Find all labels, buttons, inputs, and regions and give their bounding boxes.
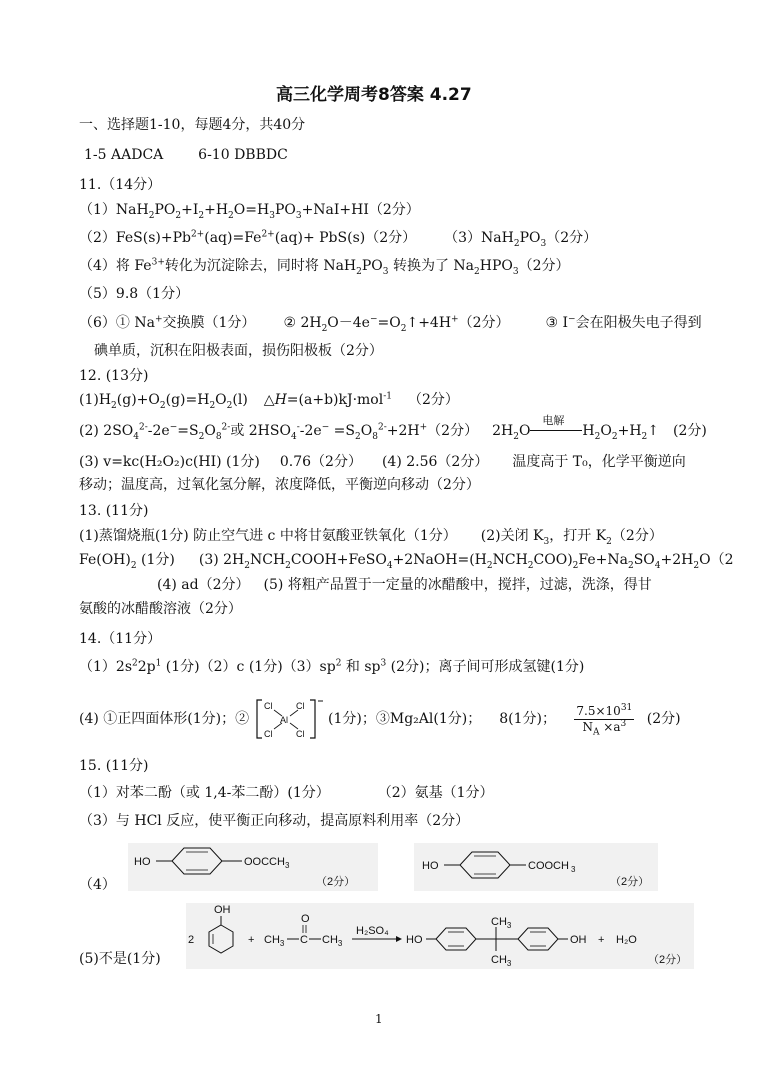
cl-label: Cl — [263, 729, 273, 739]
section-heading: 一、选择题1-10，每题4分，共40分 — [79, 117, 306, 133]
q11-part5: （5）9.8（1分） — [79, 286, 190, 302]
svg-text:CH3: $CH_3$ — [491, 954, 512, 968]
cl-label: Cl — [295, 701, 305, 711]
alcl4-structure — [254, 697, 324, 741]
svg-text:+: + — [248, 934, 255, 946]
q11-part4: （4）将 $Fe^{3+}$转化为沉淀除去，同时将 $NaH_2PO_3$ 转换为了 $Na_2HPO_3(2$分） — [79, 257, 570, 277]
mcq-answers — [84, 146, 288, 164]
q11-heading: 11.（14分） — [79, 177, 162, 193]
svg-text:H₂O: H₂O — [616, 934, 637, 946]
q13-part2: $Fe(OH)_2$ (1分) (3) $2H_2NCH_2COOH+FeSO_4+2NaOH=(H_2NCH_2COO)_2Fe+Na_2SO_4+2H_2O(2$ — [79, 552, 734, 571]
svg-text:CH3: $CH_3$ — [491, 916, 512, 930]
cl-label: Cl — [295, 729, 305, 739]
svg-text:3: 3 — [571, 865, 576, 874]
svg-text:CH3: $CH_3$ — [264, 934, 285, 948]
svg-text:+: + — [598, 934, 605, 946]
page-title: 高三化学周考8答案 4.27 — [276, 85, 472, 105]
q14-part4: (4) ①正四面体形(1分)；② Cl Cl Al Cl Cl (1分)；③Mg₂Al(1分)； 8(1分)； $\frac{7.5\times 10^{31}}{N_A \times a^3}$ (2分) — [79, 697, 681, 741]
score: （2分） — [648, 954, 688, 966]
q15-heading: 15. (11分) — [79, 758, 149, 774]
structure-acetoxyphenol — [128, 843, 378, 891]
reaction-bisphenol-a — [186, 903, 694, 969]
density-fraction: $\frac{7.5\times 10^{31}}{N_A \times a^3}$ — [576, 702, 633, 737]
svg-text:CH3: $CH_3$ — [322, 934, 343, 948]
q12-part1: $(1)H_2(g)+O_2(g)=H_2O_2(l)$ △H=(a+b)kJ·mol$^{-1}$ （2分） — [79, 391, 459, 411]
q11-part2-3: $(2)FeS(s)+Pb^{2+}(aq)=Fe^{2+}(aq)+ PbS(s)(2$分） $(3)NaH_2PO_3(2$分） — [79, 229, 598, 249]
q15-part5-label: (5)不是(1分) — [79, 951, 161, 967]
q13-part4-5: (4) ad（2分） (5) 将粗产品置于一定量的冰醋酸中，搅拌，过滤，洗涤，得甘 — [157, 577, 652, 593]
svg-text:HO: HO — [422, 860, 439, 872]
cl-label: Cl — [263, 701, 273, 711]
svg-text:H₂SO₄: H₂SO₄ — [356, 925, 389, 937]
svg-text:O: O — [301, 913, 310, 925]
q13-heading: 13. (11分) — [79, 503, 149, 519]
svg-text:OH: OH — [570, 934, 587, 946]
q11-part1: $(1)NaH_2PO_2+I_2+H_2O=H_3PO_3+NaI+HI(2$分） — [79, 202, 420, 221]
q12-part3: (3) v=kc(H₂O₂)c(HI) (1分) 0.76（2分） (4) 2.56（2分） 温度高于 T₀，化学平衡逆向 — [79, 454, 686, 470]
svg-text:OOCCH: OOCCH — [244, 856, 285, 868]
q13-part1: (1)蒸馏烧瓶(1分) 防止空气进 c 中将甘氨酸亚铁氧化（1分） (2)关闭 $K_3$，打开 $K_2(2$分） — [79, 528, 663, 547]
structure-methyl-hydroxybenzoate — [414, 843, 658, 891]
q14-heading: 14.（11分） — [79, 631, 162, 647]
answers-6-10: 6-10 DBBDC — [198, 147, 288, 163]
electrolysis-label: 电解 — [542, 414, 565, 427]
score: （2分） — [316, 876, 356, 888]
svg-text:COOCH: COOCH — [528, 860, 569, 872]
q12-part2: (2) $2SO_4^{2-}-2e^-=S_2O_8^{2-}$或 $2HSO_4^--2e^- =S_2O_8^{2-}+2H^+(2$分） $2H_2O$ 电解 $H_2O_2+H_2↑$ (2分) — [79, 414, 707, 442]
svg-text:HO: HO — [406, 934, 423, 946]
answers-1-5: 1-5 AADCA — [84, 147, 164, 163]
q11-part6: （6）① Na+交换膜（1分） ② $2H_2O-4e^-=O_2↑+4H^+(2$分） ③ I−会在阳极失电子得到 — [79, 314, 702, 334]
svg-text:HO: HO — [134, 856, 151, 868]
svg-text:C: C — [300, 934, 308, 946]
q12-part3-cont: 移动；温度高，过氧化氢分解，浓度降低，平衡逆向移动（2分） — [79, 477, 480, 493]
svg-text:2: 2 — [188, 934, 195, 946]
al-label: Al — [279, 715, 288, 725]
q15-part4-label: （4） — [79, 877, 116, 893]
page-number: 1 — [375, 1012, 383, 1026]
score: （2分） — [610, 876, 650, 888]
q12-heading: 12. (13分) — [79, 368, 149, 384]
q11-part6-cont: 碘单质，沉积在阳极表面，损伤阳极板（2分） — [94, 343, 383, 359]
q15-part1-2: （1）对苯二酚（或 1,4-苯二酚）(1分） （2）氨基（1分） — [79, 785, 494, 801]
q13-part5-cont: 氨酸的冰醋酸溶液（2分） — [79, 601, 242, 617]
q15-part3: （3）与 HCl 反应，使平衡正向移动，提高原料利用率（2分） — [79, 813, 470, 829]
svg-text:OH: OH — [214, 904, 231, 916]
q14-part1-3: $(1)2s^22p^1$ (1分)（2）c (1分)$(3)sp^2$ 和 $sp^3$ (2分)；离子间可形成氢键(1分) — [79, 658, 585, 675]
svg-text:3: 3 — [285, 861, 290, 870]
